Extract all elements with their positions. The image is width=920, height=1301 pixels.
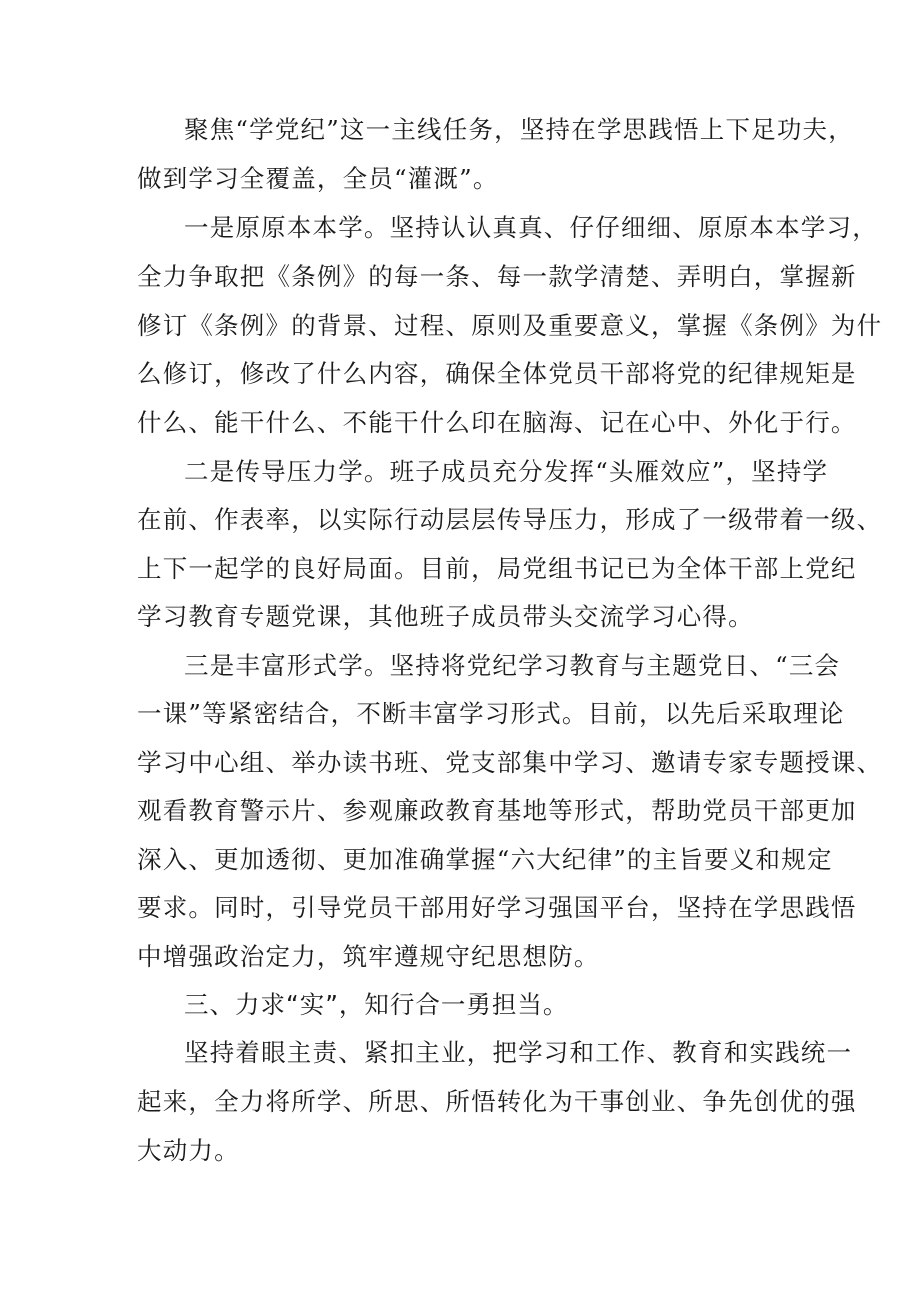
- para3-line-1: 三是丰富形式学。坚持将党纪学习教育与主题党日、“三会: [184, 651, 841, 680]
- para3-line-5: 深入、更加透彻、更加准确掌握“六大纪律”的主旨要义和规定: [137, 845, 833, 874]
- para4-line-2: 起来，全力将所学、所思、所悟转化为干事创业、争先创优的强: [137, 1087, 857, 1116]
- para1-line-2: 全力争取把《条例》的每一条、每一款学清楚、弄明白，掌握新: [137, 262, 857, 291]
- para2-line-2: 在前、作表率，以实际行动层层传导压力，形成了一级带着一级、: [137, 505, 883, 534]
- para2-line-3: 上下一起学的良好局面。目前，局党组书记已为全体干部上党纪: [137, 554, 857, 583]
- para4-line-3: 大动力。: [137, 1136, 240, 1165]
- intro-line-1: 聚焦“学党纪”这一主线任务，坚持在学思践悟上下足功夫，: [184, 115, 854, 144]
- para1-line-1: 一是原原本本学。坚持认认真真、仔仔细细、原原本本学习，: [184, 213, 878, 242]
- para3-line-2: 一课”等紧密结合，不断丰富学习形式。目前，以先后采取理论: [137, 699, 845, 728]
- para4-line-1: 坚持着眼主责、紧扣主业，把学习和工作、教育和实践统一: [184, 1038, 853, 1067]
- section-heading: 三、力求“实”，知行合一勇担当。: [184, 990, 569, 1019]
- para3-line-7: 中增强政治定力，筑牢遵规守纪思想防。: [137, 942, 600, 971]
- intro-line-2: 做到学习全覆盖，全员“灌溉”。: [137, 164, 499, 193]
- para1-line-3: 修订《条例》的背景、过程、原则及重要意义，掌握《条例》为什: [137, 311, 883, 340]
- para1-line-5: 什么、能干什么、不能干什么印在脑海、记在心中、外化于行。: [137, 408, 857, 437]
- para3-line-3: 学习中心组、举办读书班、党支部集中学习、邀请专家专题授课、: [137, 748, 883, 777]
- para2-line-1: 二是传导压力学。班子成员充分发挥“头雁效应”，坚持学: [184, 457, 829, 486]
- para3-line-6: 要求。同时，引导党员干部用好学习强国平台，坚持在学思践悟: [137, 893, 857, 922]
- para2-line-4: 学习教育专题党课，其他班子成员带头交流学习心得。: [137, 602, 754, 631]
- para3-line-4: 观看教育警示片、参观廉政教育基地等形式，帮助党员干部更加: [137, 796, 857, 825]
- para1-line-4: 么修订，修改了什么内容，确保全体党员干部将党的纪律规矩是: [137, 359, 857, 388]
